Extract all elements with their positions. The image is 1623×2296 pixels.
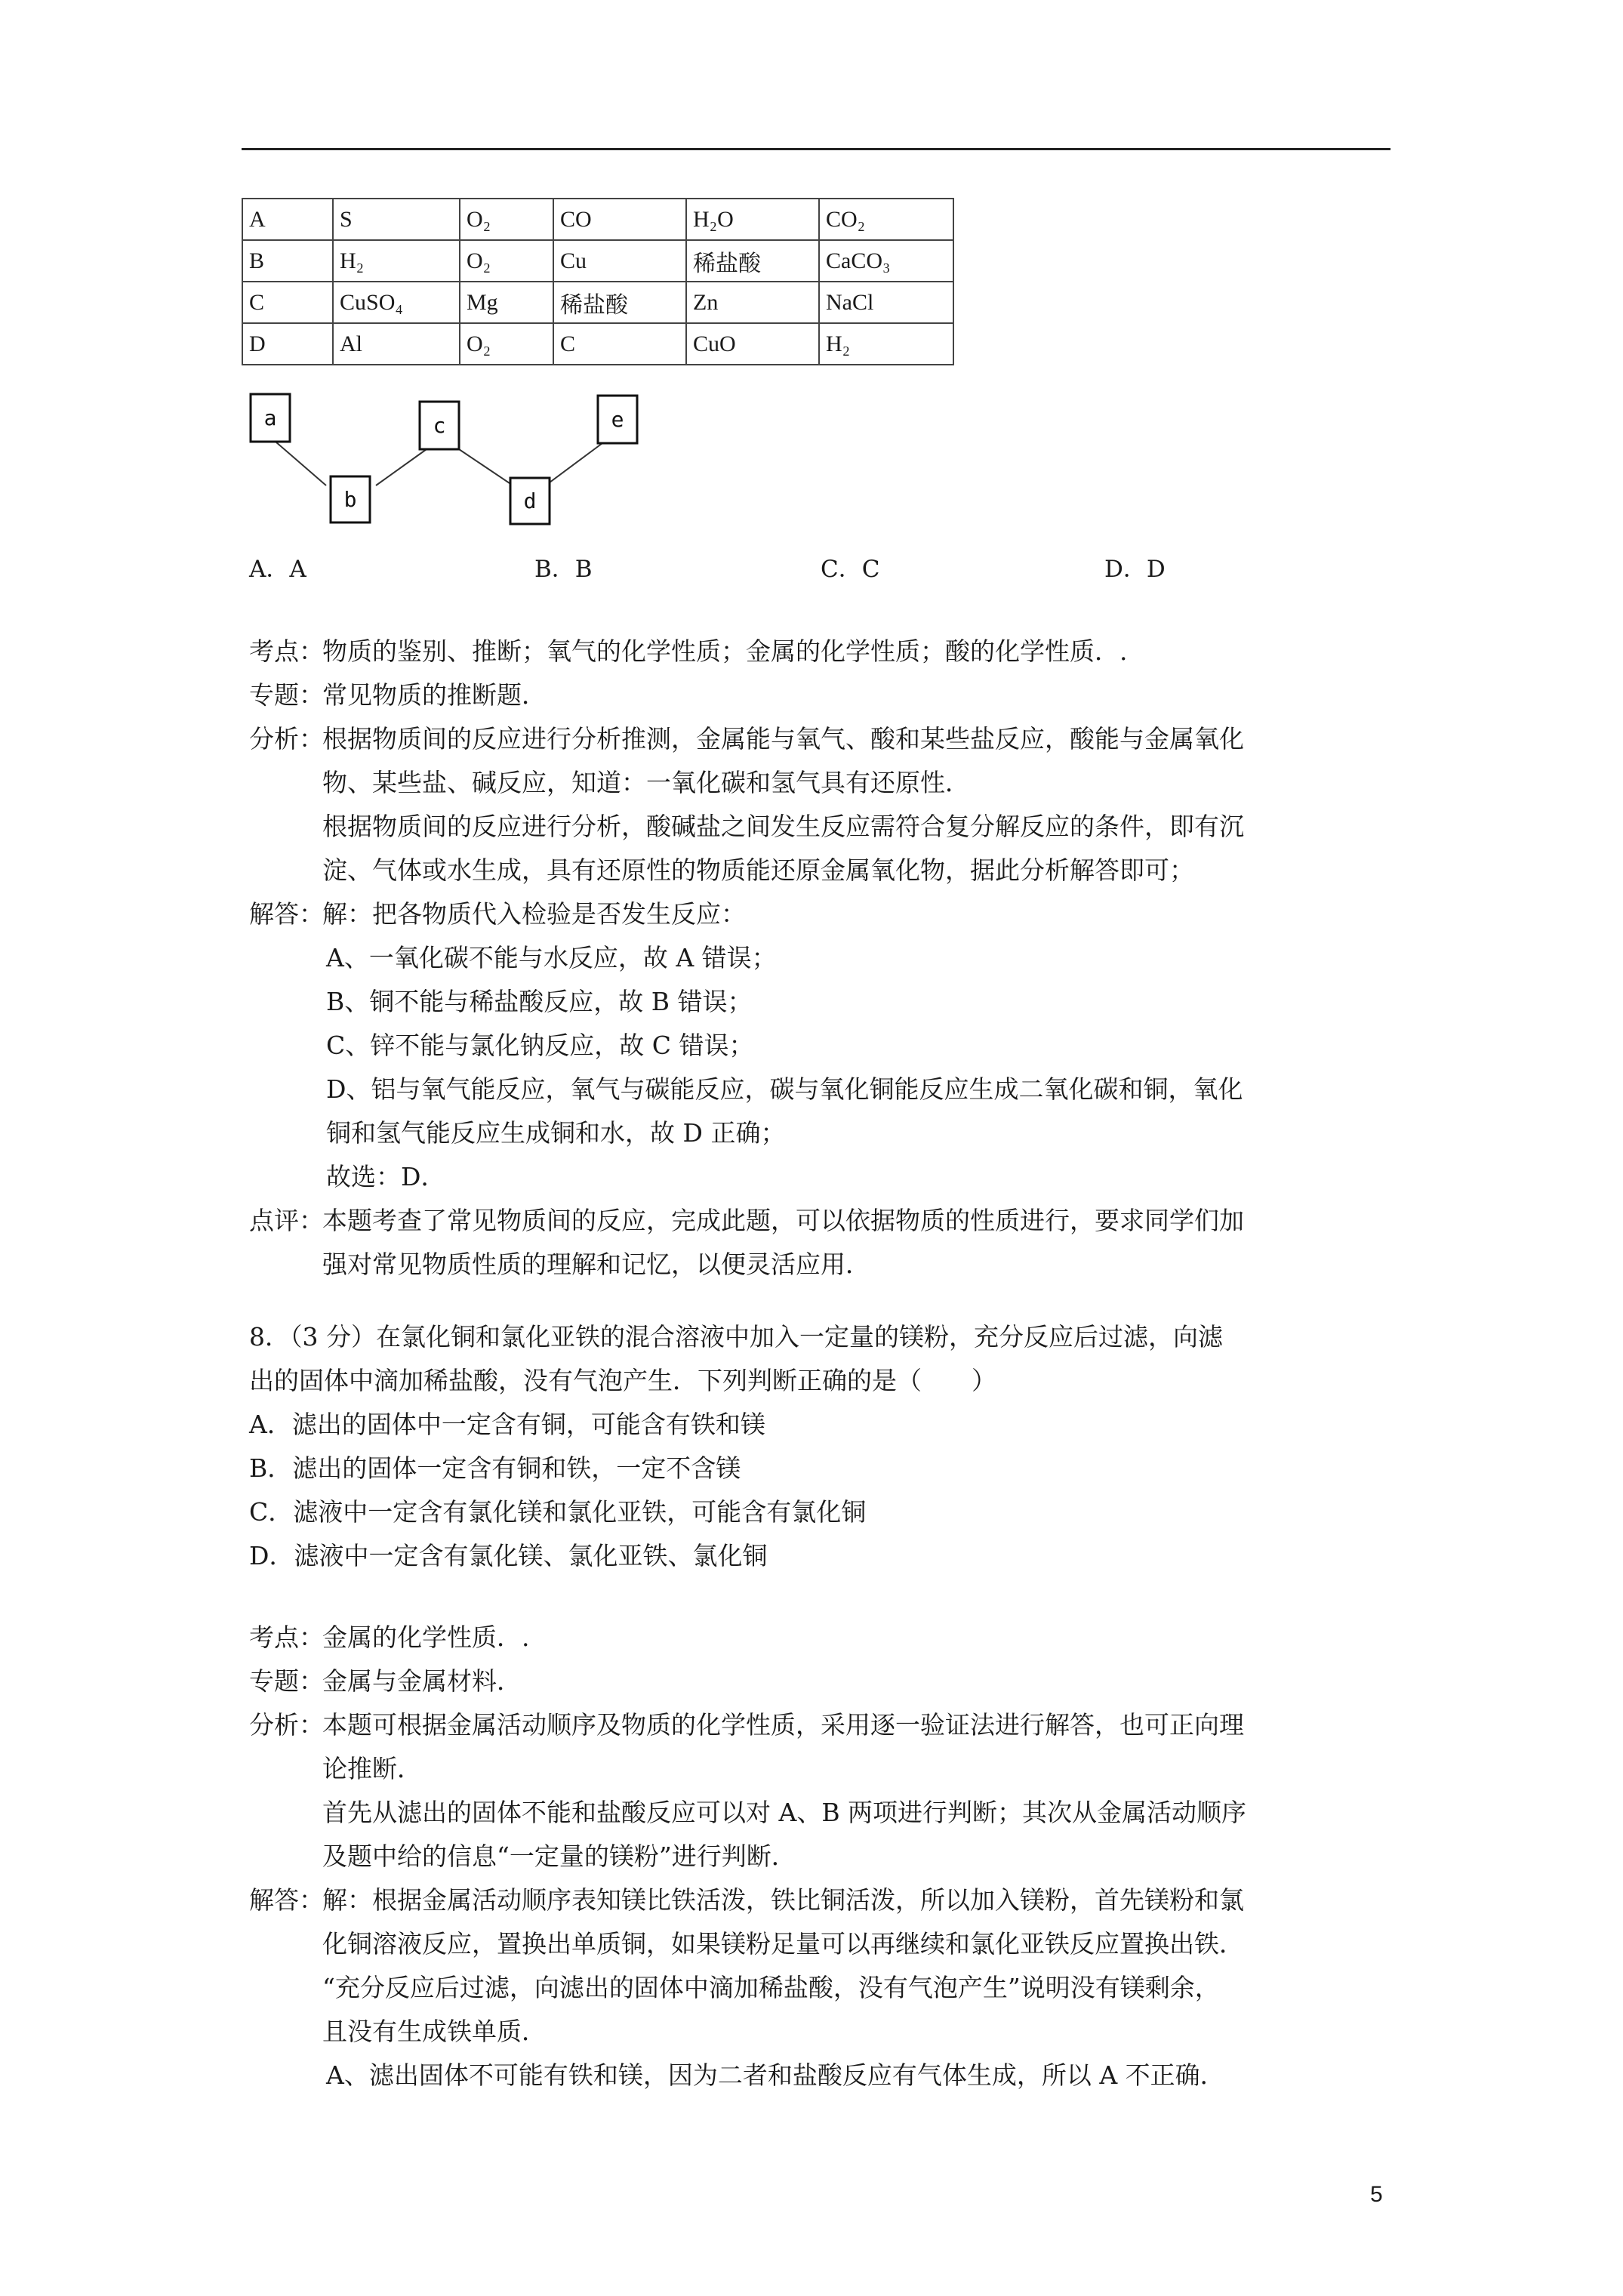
fenxi-label: 分析：	[249, 1710, 324, 1740]
table-cell: CO₂	[819, 199, 953, 240]
q8-option-a: A．滤出的固体中一定含有铜，可能含有铁和镁	[249, 1410, 765, 1439]
table-cell: S	[333, 199, 460, 240]
choice-a: A．A	[249, 556, 306, 583]
fenxi-line: 根据物质间的反应进行分析推测，金属能与氧气、酸和某些盐反应，酸能与金属氧化	[322, 724, 1244, 754]
table-cell: Cu	[553, 240, 686, 282]
fenxi-line: 物、某些盐、碱反应，知道：一氧化碳和氢气具有还原性．	[322, 768, 970, 797]
choice-c: C．C	[821, 556, 880, 583]
table-row	[242, 199, 953, 240]
table-row	[242, 240, 953, 282]
table-cell: Zn	[686, 282, 819, 323]
zhuanti-text: 常见物质的推断题．	[322, 680, 547, 710]
table-cell: Al	[333, 323, 460, 365]
zhuanti-label: 专题：	[249, 1666, 324, 1696]
table-cell: O₂	[460, 323, 553, 365]
jieda-line: B、铜不能与稀盐酸反应，故 B 错误；	[326, 987, 753, 1016]
table-cell: C	[242, 282, 333, 323]
kaodian-text: 金属的化学性质．.	[322, 1623, 530, 1652]
q8-option-d: D．滤液中一定含有氯化镁、氯化亚铁、氯化铜	[249, 1541, 768, 1570]
jieda-line: 解：根据金属活动顺序表知镁比铁活泼，铁比铜活泼，所以加入镁粉，首先镁粉和氯	[322, 1885, 1244, 1915]
table-cell: CuSO₄	[333, 282, 460, 323]
node-label-b: b	[343, 487, 357, 512]
jieda-line: 铜和氢气能反应生成铜和水，故 D 正确；	[326, 1118, 786, 1148]
kaodian-text: 物质的鉴别、推断；氧气的化学性质；金属的化学性质；酸的化学性质．.	[322, 636, 1128, 666]
dianping-line: 强对常见物质性质的理解和记忆，以便灵活应用．	[322, 1250, 870, 1279]
node-label-c: c	[433, 413, 446, 438]
jieda-line: D、铝与氧气能反应，氧气与碳能反应，碳与氧化铜能反应生成二氧化碳和铜，氧化	[326, 1074, 1243, 1104]
page-number: 5	[1370, 2182, 1383, 2207]
table-cell: A	[242, 199, 333, 240]
table-cell: CO	[553, 199, 686, 240]
jieda-line: “充分反应后过滤，向滤出的固体中滴加稀盐酸，没有气泡产生”说明没有镁剩余，	[322, 1973, 1220, 2002]
jieda-line: A、滤出固体不可能有铁和镁，因为二者和盐酸反应有气体生成，所以 A 不正确．	[326, 2060, 1225, 2090]
table-cell: H₂	[819, 323, 953, 365]
table-row	[242, 282, 953, 323]
node-label-e: e	[611, 407, 624, 432]
choice-d: D．D	[1104, 556, 1166, 583]
jieda-line: 且没有生成铁单质．	[322, 2017, 547, 2046]
fenxi-line: 首先从滤出的固体不能和盐酸反应可以对 A、B 两项进行判断；其次从金属活动顺序	[322, 1798, 1247, 1827]
table-cell: CuO	[686, 323, 819, 365]
zhuanti-label: 专题：	[249, 680, 324, 710]
table-cell: C	[553, 323, 686, 365]
reaction-chain-diagram	[242, 381, 664, 529]
jieda-line: A、一氧化碳不能与水反应，故 A 错误；	[326, 943, 777, 972]
fenxi-label: 分析：	[249, 724, 324, 754]
link-line	[544, 443, 602, 487]
table-row	[242, 323, 953, 365]
table-cell: O₂	[460, 240, 553, 282]
header-rule	[242, 148, 1390, 150]
options-table	[242, 198, 954, 365]
table-cell: O₂	[460, 199, 553, 240]
fenxi-line: 论推断．	[322, 1754, 422, 1783]
jieda-line: 故选：D．	[326, 1162, 446, 1191]
table-cell: D	[242, 323, 333, 365]
jieda-label: 解答：	[249, 1885, 324, 1915]
kaodian-label: 考点：	[249, 636, 324, 666]
choice-b: B．B	[534, 556, 593, 583]
table-cell: H₂O	[686, 199, 819, 240]
table-cell: 稀盐酸	[553, 282, 686, 323]
link-line	[376, 449, 427, 485]
node-label-d: d	[523, 488, 537, 513]
q8-option-c: C．滤液中一定含有氯化镁和氯化亚铁，可能含有氯化铜	[249, 1497, 867, 1527]
dianping-label: 点评：	[249, 1206, 324, 1235]
q8-stem-line: 出的固体中滴加稀盐酸，没有气泡产生．下列判断正确的是（ ）	[249, 1366, 996, 1395]
table-cell: NaCl	[819, 282, 953, 323]
fenxi-line: 淀、气体或水生成，具有还原性的物质能还原金属氧化物，据此分析解答即可；	[322, 855, 1194, 885]
jieda-line: C、锌不能与氯化钠反应，故 C 错误；	[326, 1031, 754, 1060]
jieda-line: 化铜溶液反应，置换出单质铜，如果镁粉足量可以再继续和氯化亚铁反应置换出铁．	[322, 1929, 1244, 1959]
fenxi-line: 本题可根据金属活动顺序及物质的化学性质，采用逐一验证法进行解答，也可正向理	[322, 1710, 1244, 1740]
link-line	[459, 449, 510, 483]
jieda-label: 解答：	[249, 899, 324, 929]
link-line	[276, 442, 326, 485]
q8-option-b: B．滤出的固体一定含有铜和铁，一定不含镁	[249, 1453, 741, 1483]
node-label-a: a	[263, 405, 277, 430]
table-cell: H₂	[333, 240, 460, 282]
table-cell: B	[242, 240, 333, 282]
jieda-line: 解：把各物质代入检验是否发生反应：	[322, 899, 746, 929]
table-cell: CaCO₃	[819, 240, 953, 282]
dianping-line: 本题考查了常见物质间的反应，完成此题，可以依据物质的性质进行，要求同学们加	[322, 1206, 1244, 1235]
q8-stem-line: 8．（3 分）在氯化铜和氯化亚铁的混合溶液中加入一定量的镁粉，充分反应后过滤，向滤	[249, 1322, 1223, 1351]
table-cell: Mg	[460, 282, 553, 323]
fenxi-line: 根据物质间的反应进行分析，酸碱盐之间发生反应需符合复分解反应的条件，即有沉	[322, 812, 1244, 841]
zhuanti-text: 金属与金属材料．	[322, 1666, 522, 1696]
kaodian-label: 考点：	[249, 1623, 324, 1652]
table-cell: 稀盐酸	[686, 240, 819, 282]
fenxi-line: 及题中给的信息“一定量的镁粉”进行判断．	[322, 1841, 796, 1871]
